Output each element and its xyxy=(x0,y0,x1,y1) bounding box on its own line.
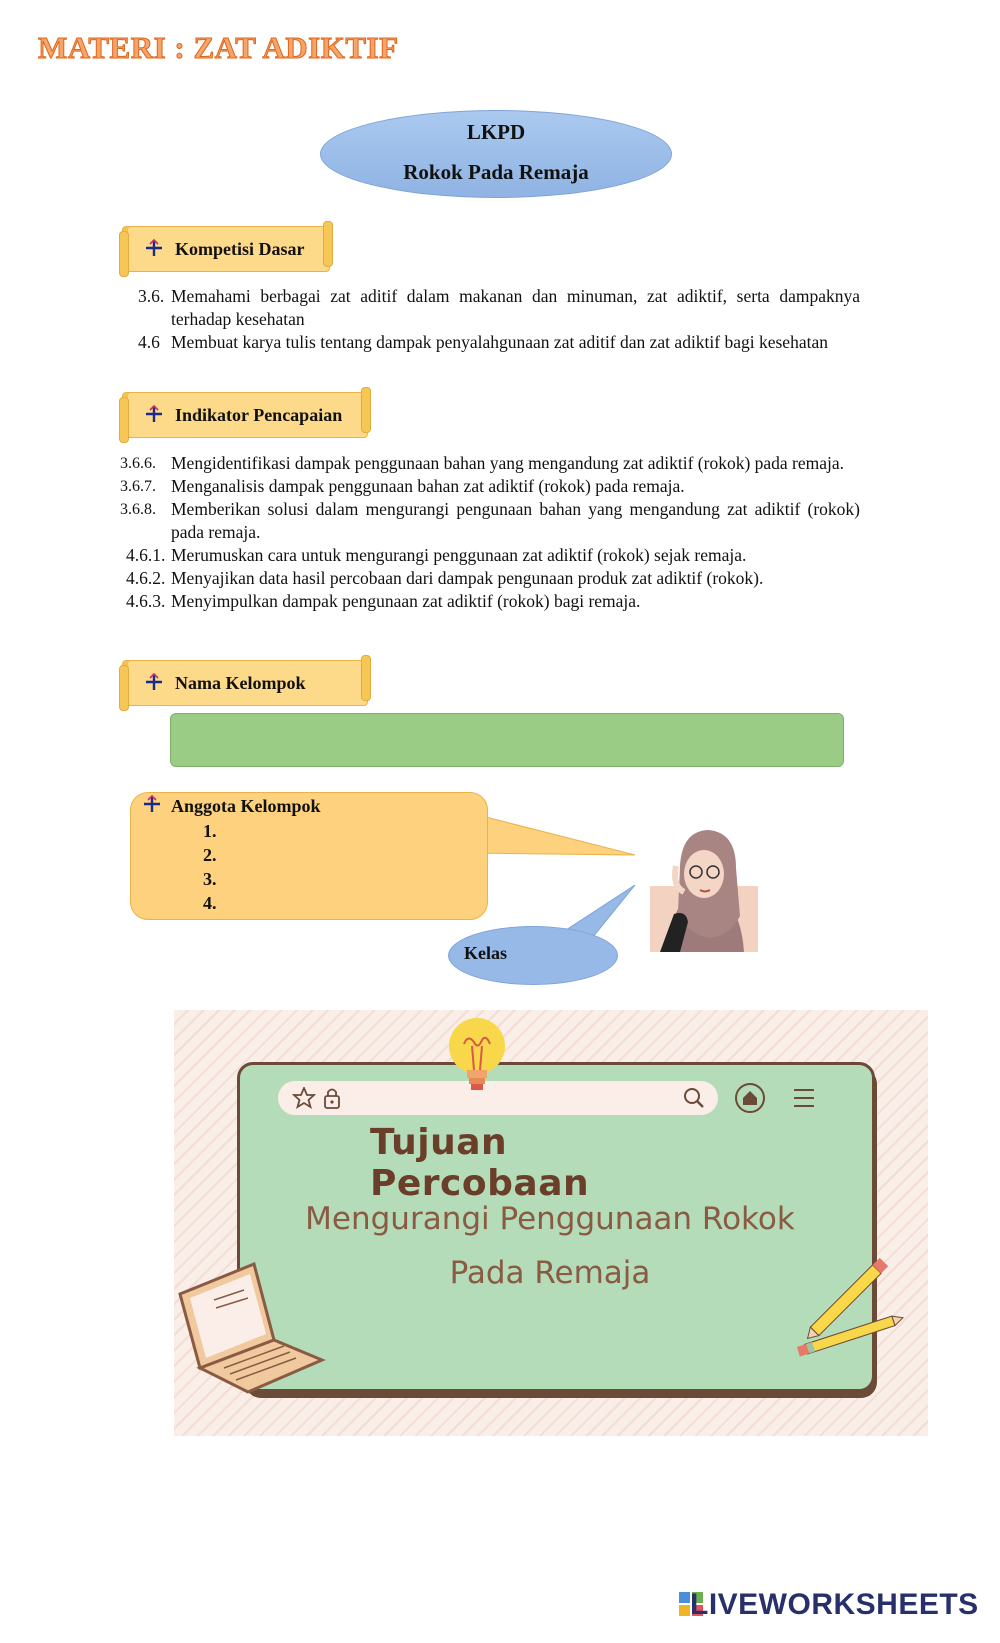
arrow-bullet-icon xyxy=(143,671,165,695)
kompetensi-list xyxy=(138,285,860,354)
list-item xyxy=(120,567,860,590)
kompetensi-heading: Kompetisi Dasar xyxy=(175,238,305,259)
item-text: Merumuskan cara untuk mengurangi penggunaan zat adiktif (rokok) sejak remaja. xyxy=(171,545,747,565)
item-text: Menganalisis dampak penggunaan bahan zat adiktif (rokok) pada remaja. xyxy=(171,476,685,496)
item-text: Menyimpulkan dampak pengunaan zat adiktif (rokok) bagi remaja. xyxy=(171,591,641,611)
item-number: 3.6.6. xyxy=(120,455,156,472)
search-icon xyxy=(682,1086,706,1110)
list-item xyxy=(138,331,860,354)
arrow-bullet-icon xyxy=(143,237,165,261)
item-text: Mengidentifikasi dampak penggunaan bahan yang mengandung zat adiktif (rokok) pada remaja. xyxy=(171,453,845,473)
item-number: 4.6.2. xyxy=(126,568,166,588)
hamburger-menu-icon xyxy=(792,1087,816,1109)
home-icon xyxy=(734,1082,766,1114)
item-number: 3.6. xyxy=(138,286,165,306)
tujuan-goal-line2: Pada Remaja xyxy=(449,1255,651,1291)
list-item xyxy=(120,475,860,498)
item-number: 3.6.7. xyxy=(120,478,156,495)
item-number: 4.6.1. xyxy=(126,545,166,565)
kelas-bubble[interactable] xyxy=(448,926,618,985)
materi-title: MATERI : ZAT ADIKTIF xyxy=(38,30,399,65)
list-item xyxy=(120,452,860,475)
lightbulb-icon xyxy=(446,1016,508,1100)
item-number: 4.6.3. xyxy=(126,591,166,611)
member-slot-4[interactable]: 4. xyxy=(203,893,217,913)
kelas-label: Kelas xyxy=(464,943,507,963)
member-slot-1[interactable]: 1. xyxy=(203,821,217,841)
nama-kelompok-input[interactable] xyxy=(170,713,844,767)
kompetensi-banner xyxy=(122,226,330,272)
lock-icon xyxy=(322,1086,342,1110)
star-icon xyxy=(292,1087,316,1109)
tujuan-goal-line1: Mengurangi Penggunaan Rokok xyxy=(305,1201,795,1237)
list-item xyxy=(120,544,860,567)
anggota-bubble xyxy=(130,792,488,920)
arrow-bullet-icon xyxy=(143,795,161,818)
liveworksheets-brand[interactable]: LIVEWORKSHEETS xyxy=(690,1588,979,1621)
pencils-illustration xyxy=(790,1256,910,1366)
speech-tail-yellow xyxy=(470,805,640,865)
list-item xyxy=(138,285,860,331)
list-item xyxy=(120,590,860,613)
nama-kelompok-banner xyxy=(122,660,368,706)
lkpd-title-oval xyxy=(320,110,672,198)
item-text: Memahami berbagai zat aditif dalam makanan dan minuman, zat adiktif, serta dampaknya terhadap kesehatan xyxy=(171,286,860,329)
laptop-illustration xyxy=(174,1260,326,1400)
anggota-heading: Anggota Kelompok xyxy=(171,796,321,816)
lkpd-label: LKPD xyxy=(466,120,526,144)
arrow-bullet-icon xyxy=(143,403,165,427)
member-slot-3[interactable]: 3. xyxy=(203,869,217,889)
item-text: Menyajikan data hasil percobaan dari dampak pengunaan produk zat adiktif (rokok). xyxy=(171,568,764,588)
nama-kelompok-heading: Nama Kelompok xyxy=(175,672,306,693)
item-text: Membuat karya tulis tentang dampak penyalahgunaan zat aditif dan zat adiktif bagi kesehatan xyxy=(171,332,828,352)
item-text: Memberikan solusi dalam mengurangi pengunaan bahan yang mengandung zat adiktif (rokok) pada remaja. xyxy=(171,499,860,542)
student-illustration xyxy=(640,826,768,952)
indikator-heading: Indikator Pencapaian xyxy=(175,404,343,425)
indikator-banner xyxy=(122,392,368,438)
item-number: 3.6.8. xyxy=(120,501,156,518)
tujuan-title: Tujuan Percobaan xyxy=(370,1122,590,1204)
item-number: 4.6 xyxy=(138,332,160,352)
lkpd-subtitle: Rokok Pada Remaja xyxy=(403,160,589,184)
list-item xyxy=(120,498,860,544)
indikator-list xyxy=(120,452,860,613)
member-slot-2[interactable]: 2. xyxy=(203,845,217,865)
tujuan-goal-text xyxy=(280,1192,820,1300)
